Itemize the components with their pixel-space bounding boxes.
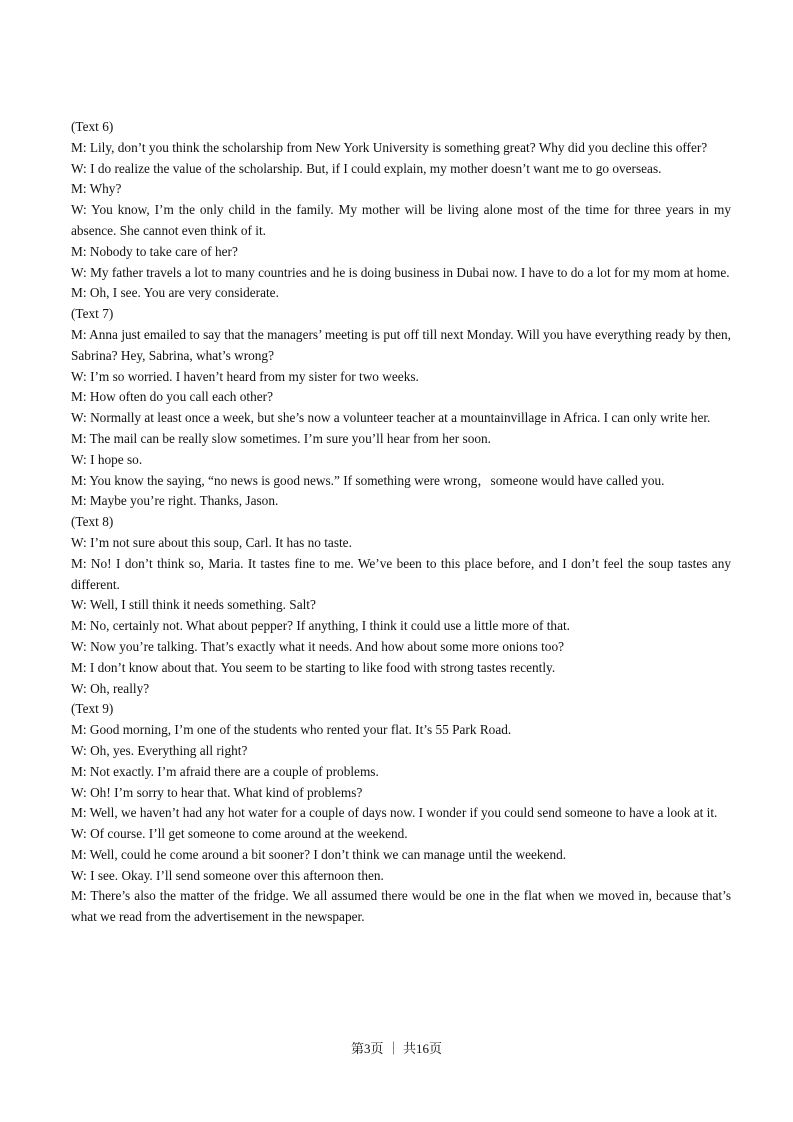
dialogue-line: W: I see. Okay. I’ll send someone over this afternoon then. <box>71 867 384 883</box>
dialogue-line: M: How often do you call each other? <box>71 389 273 405</box>
dialogue-line: M: Oh, I see. You are very considerate. <box>71 285 279 301</box>
dialogue-line: W: I hope so. <box>71 451 143 467</box>
section-heading-text-8: (Text 8) <box>71 514 114 530</box>
dialogue-line: M: No! I don’t think so, Maria. It tastes fine to me. We’ve been to this place before, and I don’t feel the soup tastes any different. <box>71 555 731 592</box>
dialogue-line: M: Not exactly. I’m afraid there are a couple of problems. <box>71 763 379 779</box>
dialogue-line: W: Now you’re talking. That’s exactly what it needs. And how about some more onions too? <box>71 638 564 654</box>
document-body <box>71 117 731 928</box>
dialogue-line: W: Of course. I’ll get someone to come around at the weekend. <box>71 826 408 842</box>
dialogue-line: M: Well, could he come around a bit sooner? I don’t think we can manage until the weekend. <box>71 846 567 862</box>
dialogue-line: M: Lily, don’t you think the scholarship from New York University is something great? Why did you decline this offer? <box>71 139 708 155</box>
section-heading-text-7: (Text 7) <box>71 306 114 322</box>
dialogue-line: M: I don’t know about that. You seem to be starting to like food with strong tastes recently. <box>71 659 556 675</box>
dialogue-line: M: Well, we haven’t had any hot water for a couple of days now. I wonder if you could send someone to have a look at it. <box>71 805 718 821</box>
dialogue-line: W: Well, I still think it needs something. Salt? <box>71 597 316 613</box>
dialogue-line: W: Oh! I’m sorry to hear that. What kind of problems? <box>71 784 363 800</box>
section-heading-text-6: (Text 6) <box>71 119 114 134</box>
dialogue-line: W: You know, I’m the only child in the family. My mother will be living alone most of the time for three years in my absence. She cannot even think of it. <box>71 202 731 238</box>
dialogue-line: M: Maybe you’re right. Thanks, Jason. <box>71 493 279 509</box>
section-heading-text-9: (Text 9) <box>71 701 114 717</box>
dialogue-line: M: You know the saying, “no news is good news.” If something were wrong，someone would have called you. <box>71 472 665 488</box>
dialogue-line: W: Normally at least once a week, but she’s now a volunteer teacher at a mountainvillage in Africa. I can only write her. <box>71 410 711 426</box>
dialogue-line: M: Anna just emailed to say that the managers’ meeting is put off till next Monday. Will you have everything ready by then, Sabrina? Hey, Sabrina, what’s wrong? <box>71 326 731 363</box>
page-number-footer: 第3页 ｜ 共16页 <box>350 1041 442 1056</box>
dialogue-line: W: I do realize the value of the scholarship. But, if I could explain, my mother doesn’t want me to go overseas. <box>71 160 662 176</box>
dialogue-line: M: The mail can be really slow sometimes. I’m sure you’ll hear from her soon. <box>71 430 491 446</box>
dialogue-line: M: There’s also the matter of the fridge. We all assumed there would be one in the flat when we moved in, because that’s what we read from the advertisement in the newspaper. <box>71 888 731 925</box>
dialogue-line: W: Oh, really? <box>71 680 150 696</box>
dialogue-line: W: I’m so worried. I haven’t heard from my sister for two weeks. <box>71 368 419 384</box>
dialogue-line: W: I’m not sure about this soup, Carl. It has no taste. <box>71 534 352 550</box>
dialogue-line: M: No, certainly not. What about pepper? If anything, I think it could use a little more of that. <box>71 618 570 634</box>
dialogue-line: W: My father travels a lot to many countries and he is doing business in Dubai now. I have to do a lot for my mom at home. <box>71 264 730 280</box>
dialogue-line: M: Why? <box>71 181 122 197</box>
dialogue-line: M: Nobody to take care of her? <box>71 243 238 259</box>
dialogue-line: M: Good morning, I’m one of the students who rented your flat. It’s 55 Park Road. <box>71 722 512 738</box>
dialogue-line: W: Oh, yes. Everything all right? <box>71 742 248 758</box>
